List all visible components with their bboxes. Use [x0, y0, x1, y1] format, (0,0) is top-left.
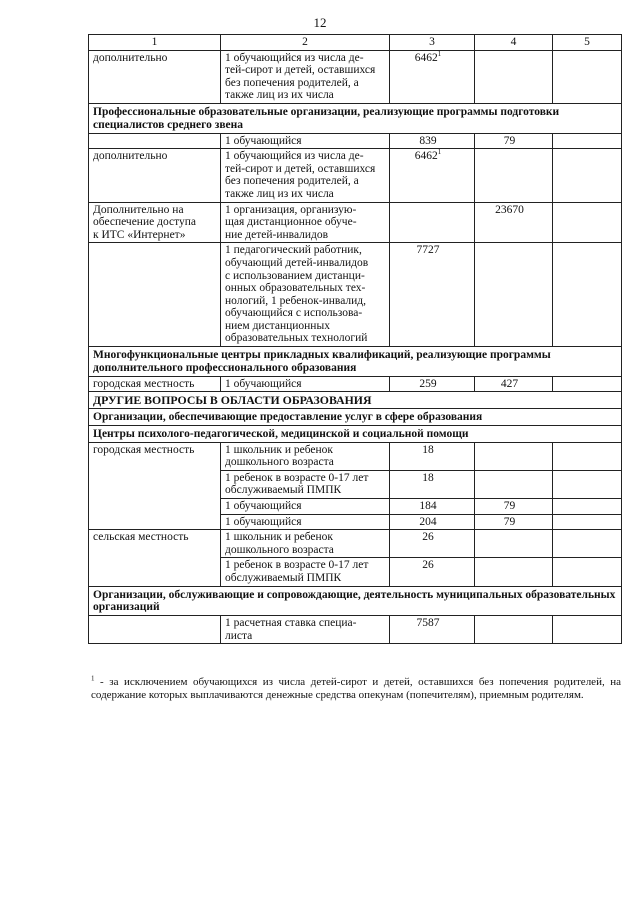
territory-cell: дополнительно: [89, 50, 221, 103]
unit-cell: 1 расчетная ставка специа- листа: [221, 616, 390, 644]
norm-value-cell: [390, 243, 475, 347]
extra-value-cell: [475, 530, 553, 558]
extra-value-cell: 79: [475, 514, 553, 530]
norm-value: 7727: [416, 244, 440, 257]
section-heading-row: [89, 425, 622, 442]
table-row: [89, 243, 622, 347]
unit-cell: 1 ребенок в возрасте 0-17 лет обслуживаемый ПМПК: [221, 558, 390, 586]
empty-cell: [553, 376, 622, 392]
column-header: 1: [89, 35, 221, 51]
table-row: [89, 133, 622, 149]
section-heading: Организации, обеспечивающие предоставление услуг в сфере образования: [89, 409, 622, 426]
section-heading: Центры психолого-педагогической, медицинской и социальной помощи: [89, 425, 622, 442]
section-heading-row: [89, 392, 622, 409]
territory-cell: [89, 243, 221, 347]
extra-value-cell: [475, 558, 553, 586]
territory-cell: Дополнительно на обеспечение доступа к ИТС «Интернет»: [89, 202, 221, 243]
section-heading: Многофункциональные центры прикладных квалификаций, реализующие программы дополнительного профессионального образования: [89, 347, 622, 377]
table-row: [89, 50, 622, 103]
section-heading-row: [89, 103, 622, 133]
empty-cell: [553, 149, 622, 202]
unit-cell: 1 обучающийся: [221, 499, 390, 515]
norm-value-cell: [390, 442, 475, 470]
norm-value-cell: [390, 376, 475, 392]
unit-cell: 1 ребенок в возрасте 0-17 лет обслуживаемый ПМПК: [221, 470, 390, 498]
norm-value-cell: [390, 558, 475, 586]
footnote-ref: 1: [437, 148, 442, 157]
empty-cell: [553, 243, 622, 347]
unit-cell: 1 обучающийся: [221, 376, 390, 392]
territory-cell: [89, 616, 221, 644]
extra-value-cell: 79: [475, 133, 553, 149]
extra-value-cell: [475, 470, 553, 498]
unit-cell: 1 обучающийся из числа де- тей-сирот и детей, оставшихся без попечения родителей, а также лиц из их числа: [221, 50, 390, 103]
norm-value-cell: [390, 616, 475, 644]
norms-table: [88, 34, 622, 644]
unit-cell: 1 обучающийся из числа де- тей-сирот и детей, оставшихся без попечения родителей, а также лиц из их числа: [221, 149, 390, 202]
footnote-text: - за исключением обучающихся из числа детей-сирот и детей, оставшихся без попечения родителей, на содержание которых выплачиваются денежные средства опекунам (попечителям), приемным родителям.: [91, 676, 621, 701]
extra-value-cell: [475, 50, 553, 103]
extra-value-cell: 23670: [475, 202, 553, 243]
norm-value: 184: [419, 500, 437, 513]
extra-value-cell: [475, 442, 553, 470]
column-header: 2: [221, 35, 390, 51]
extra-value-cell: [475, 616, 553, 644]
norm-value-cell: [390, 499, 475, 515]
norm-value-cell: [390, 202, 475, 243]
empty-cell: [553, 530, 622, 558]
territory-cell: городская местность: [89, 376, 221, 392]
section-heading-row: [89, 347, 622, 377]
territory-cell: сельская местность: [89, 530, 221, 586]
unit-cell: 1 обучающийся: [221, 514, 390, 530]
empty-cell: [553, 616, 622, 644]
norm-value: 26: [422, 531, 434, 544]
extra-value-cell: 79: [475, 499, 553, 515]
norm-value-cell: [390, 149, 475, 202]
section-heading-row: [89, 586, 622, 616]
norm-value-cell: [390, 530, 475, 558]
table-row: [89, 149, 622, 202]
empty-cell: [553, 558, 622, 586]
empty-cell: [553, 470, 622, 498]
table-row: [89, 376, 622, 392]
section-heading: Организации, обслуживающие и сопровождающие, деятельность муниципальных образовательных организаций: [89, 586, 622, 616]
column-header: 4: [475, 35, 553, 51]
norm-value: 6462: [414, 51, 438, 64]
table-row: [89, 616, 622, 644]
footnote-marker: 1: [91, 674, 95, 683]
table-row: [89, 530, 622, 558]
column-number-row: [89, 35, 622, 51]
extra-value-cell: 427: [475, 376, 553, 392]
empty-cell: [553, 202, 622, 243]
territory-cell: городская местность: [89, 442, 221, 530]
footnote: [91, 676, 621, 702]
norm-value: 26: [422, 559, 434, 572]
unit-cell: 1 школьник и ребенок дошкольного возраста: [221, 530, 390, 558]
section-heading-row: [89, 409, 622, 426]
norm-value: 204: [419, 515, 437, 528]
footnote-ref: 1: [437, 49, 442, 58]
norm-value-cell: [390, 514, 475, 530]
unit-cell: 1 педагогический работник, обучающий детей-инвалидов с использованием дистанци- онных образовательных тех- нологий, 1 ребенок-инвалид, обучающийся с использова- нием дистанционных образовательных технологий: [221, 243, 390, 347]
table-row: [89, 442, 622, 470]
empty-cell: [553, 133, 622, 149]
table-row: [89, 202, 622, 243]
norm-value: 7587: [416, 617, 440, 630]
section-heading: Профессиональные образовательные организации, реализующие программы подготовки специалистов среднего звена: [89, 103, 622, 133]
norm-value-cell: [390, 470, 475, 498]
norm-value: 6462: [414, 150, 438, 163]
norm-value-cell: [390, 133, 475, 149]
territory-cell: дополнительно: [89, 149, 221, 202]
norm-value: 18: [422, 443, 434, 456]
unit-cell: 1 школьник и ребенок дошкольного возраста: [221, 442, 390, 470]
norm-value: 18: [422, 471, 434, 484]
norm-value: 839: [419, 134, 437, 147]
empty-cell: [553, 442, 622, 470]
unit-cell: 1 организация, организую- щая дистанционное обуче- ние детей-инвалидов: [221, 202, 390, 243]
extra-value-cell: [475, 149, 553, 202]
column-header: 5: [553, 35, 622, 51]
empty-cell: [553, 499, 622, 515]
territory-cell: [89, 133, 221, 149]
extra-value-cell: [475, 243, 553, 347]
norm-value: 259: [419, 377, 437, 390]
page-number: 12: [313, 15, 327, 30]
empty-cell: [553, 50, 622, 103]
empty-cell: [553, 514, 622, 530]
column-header: 3: [390, 35, 475, 51]
norm-value-cell: [390, 50, 475, 103]
unit-cell: 1 обучающийся: [221, 133, 390, 149]
section-heading: ДРУГИЕ ВОПРОСЫ В ОБЛАСТИ ОБРАЗОВАНИЯ: [89, 392, 622, 409]
